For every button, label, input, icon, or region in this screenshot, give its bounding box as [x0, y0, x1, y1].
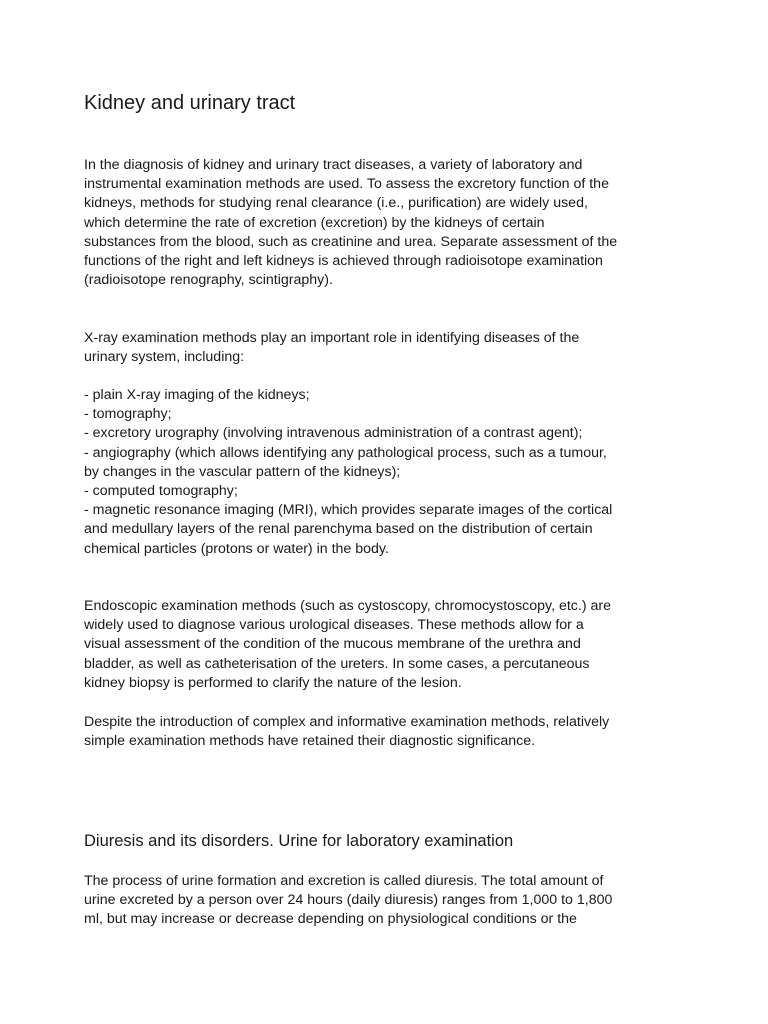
- text-line: kidneys, methods for studying renal clearance (i.e., purification) are widely used,: [84, 195, 588, 212]
- list-item: - excretory urography (involving intravenous administration of a contrast agent);: [84, 425, 583, 442]
- page-title: Kidney and urinary tract: [84, 92, 296, 114]
- text-line: ml, but may increase or decrease depending on physiological conditions or the: [84, 911, 577, 928]
- list-item: - tomography;: [84, 406, 172, 423]
- list-item: - computed tomography;: [84, 483, 238, 500]
- text-line: bladder, as well as catheterisation of the ureters. In some cases, a percutaneous: [84, 655, 590, 672]
- text-line: Despite the introduction of complex and informative examination methods, relatively: [84, 714, 610, 730]
- text-line: Endoscopic examination methods (such as cystoscopy, chromocystoscopy, etc.) are: [84, 598, 612, 614]
- text-line: urinary system, including:: [84, 349, 245, 366]
- text-line: which determine the rate of excretion (excretion) by the kidneys of certain: [84, 214, 545, 231]
- text-line: (radioisotope renography, scintigraphy).: [84, 272, 333, 289]
- text-line: instrumental examination methods are used. To assess the excretory function of the: [84, 176, 609, 193]
- list-item: - angiography (which allows identifying any pathological process, such as a tumour,: [84, 444, 607, 461]
- text-line: simple examination methods have retained their diagnostic significance.: [84, 733, 536, 750]
- list-item: and medullary layers of the renal parenchyma based on the distribution of certain: [84, 521, 593, 538]
- text-line: In the diagnosis of kidney and urinary tract diseases, a variety of laboratory and: [84, 157, 583, 173]
- paragraph-xray-intro: [84, 329, 664, 367]
- text-line: The process of urine formation and excretion is called diuresis. The total amount of: [84, 873, 604, 889]
- paragraph-simple-methods: [84, 713, 664, 751]
- list-item: by changes in the vascular pattern of the kidneys);: [84, 463, 401, 480]
- list-item: - magnetic resonance imaging (MRI), which provides separate images of the cortical: [84, 502, 613, 519]
- list-item: chemical particles (protons or water) in the body.: [84, 540, 389, 557]
- text-line: kidney biopsy is performed to clarify the nature of the lesion.: [84, 674, 462, 691]
- text-line: visual assessment of the condition of the mucous membrane of the urethra and: [84, 636, 581, 653]
- text-line: widely used to diagnose various urological diseases. These methods allow for a: [84, 617, 584, 634]
- paragraph-diagnosis-methods: [84, 156, 664, 290]
- paragraph-endoscopic-methods: [84, 597, 664, 693]
- list-item: - plain X-ray imaging of the kidneys;: [84, 387, 310, 403]
- text-line: functions of the right and left kidneys is achieved through radioisotope examination: [84, 253, 603, 270]
- text-line: X-ray examination methods play an important role in identifying diseases of the: [84, 330, 580, 346]
- paragraph-diuresis: [84, 872, 664, 930]
- text-line: substances from the blood, such as creatinine and urea. Separate assessment of the: [84, 233, 618, 250]
- section-heading-diuresis: Diuresis and its disorders. Urine for laboratory examination: [84, 832, 514, 850]
- text-line: urine excreted by a person over 24 hours (daily diuresis) ranges from 1,000 to 1,800: [84, 892, 613, 909]
- xray-methods-list: [84, 386, 664, 559]
